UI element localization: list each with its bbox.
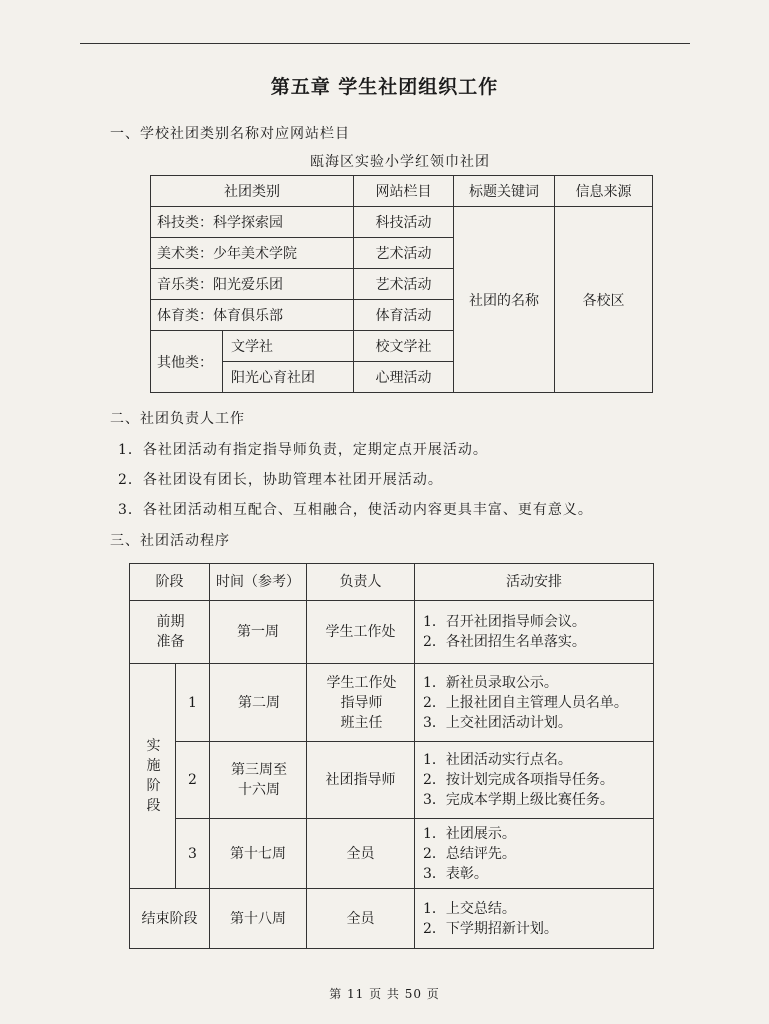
other-category-label: 其他类： (151, 331, 223, 393)
section3-heading: 三、社团活动程序 (110, 533, 230, 549)
stage-prep: 前期 准备 (130, 601, 210, 664)
header-category: 社团类别 (151, 176, 354, 207)
header-stage: 阶段 (130, 564, 210, 601)
table-row-prep (130, 601, 654, 664)
column-cell: 心理活动 (354, 362, 454, 393)
section2-item: 3．各社团活动相互配合、互相融合，使活动内容更具丰富、更有意义。 (118, 502, 593, 518)
header-time: 时间（参考） (210, 564, 307, 601)
step-number: 2 (176, 742, 210, 819)
header-activities: 活动安排 (415, 564, 654, 601)
section2-heading: 二、社团负责人工作 (110, 411, 245, 427)
time-cell: 第三周至 十六周 (210, 742, 307, 819)
activities-cell: 1．新社员录取公示。 2．上报社团自主管理人员名单。 3．上交社团活动计划。 (415, 664, 654, 742)
time-cell: 第二周 (210, 664, 307, 742)
stage-impl: 实 施 阶 段 (130, 664, 176, 889)
activity-procedure-table (129, 563, 654, 949)
keyword-cell: 社团的名称 (454, 207, 555, 393)
header-keyword: 标题关键词 (454, 176, 555, 207)
activities-cell: 1．社团展示。 2．总结评先。 3．表彰。 (415, 819, 654, 889)
owner-cell: 学生工作处 (307, 601, 415, 664)
section2-item: 2．各社团设有团长，协助管理本社团开展活动。 (118, 472, 443, 488)
chapter-title: 第五章 学生社团组织工作 (270, 76, 499, 98)
time-cell: 第一周 (210, 601, 307, 664)
owner-cell: 全员 (307, 889, 415, 949)
club-category-table (150, 175, 653, 393)
category-cell: 音乐类：阳光爱乐团 (151, 269, 354, 300)
table-row-impl (130, 819, 654, 889)
header-rule (80, 43, 690, 44)
owner-cell: 社团指导师 (307, 742, 415, 819)
column-cell: 艺术活动 (354, 269, 454, 300)
activities-cell: 1．召开社团指导师会议。 2．各社团招生名单落实。 (415, 601, 654, 664)
other-club-name: 文学社 (223, 331, 354, 362)
page-number: 第 11 页 共 50 页 (329, 987, 440, 1001)
category-cell: 美术类：少年美术学院 (151, 238, 354, 269)
step-number: 1 (176, 664, 210, 742)
column-cell: 艺术活动 (354, 238, 454, 269)
activities-cell: 1．上交总结。 2．下学期招新计划。 (415, 889, 654, 949)
category-cell: 体育类：体育俱乐部 (151, 300, 354, 331)
table-row-impl (130, 664, 654, 742)
table-row-end (130, 889, 654, 949)
category-cell: 科技类：科学探索园 (151, 207, 354, 238)
table-row (151, 207, 653, 238)
time-cell: 第十七周 (210, 819, 307, 889)
source-cell: 各校区 (555, 207, 653, 393)
header-owner: 负责人 (307, 564, 415, 601)
header-column: 网站栏目 (354, 176, 454, 207)
step-number: 3 (176, 819, 210, 889)
column-cell: 校文学社 (354, 331, 454, 362)
stage-end: 结束阶段 (130, 889, 210, 949)
column-cell: 体育活动 (354, 300, 454, 331)
table-header-row (130, 564, 654, 601)
header-source: 信息来源 (555, 176, 653, 207)
owner-cell: 全员 (307, 819, 415, 889)
table-header-row (151, 176, 653, 207)
section2-item: 1．各社团活动有指定指导师负责，定期定点开展活动。 (118, 442, 488, 458)
activities-cell: 1．社团活动实行点名。 2．按计划完成各项指导任务。 3．完成本学期上级比赛任务。 (415, 742, 654, 819)
other-club-name: 阳光心育社团 (223, 362, 354, 393)
time-cell: 第十八周 (210, 889, 307, 949)
column-cell: 科技活动 (354, 207, 454, 238)
section1-heading: 一、学校社团类别名称对应网站栏目 (110, 126, 350, 142)
owner-cell: 学生工作处 指导师 班主任 (307, 664, 415, 742)
table1-caption: 瓯海区实验小学红领巾社团 (310, 154, 490, 170)
table-row-impl (130, 742, 654, 819)
